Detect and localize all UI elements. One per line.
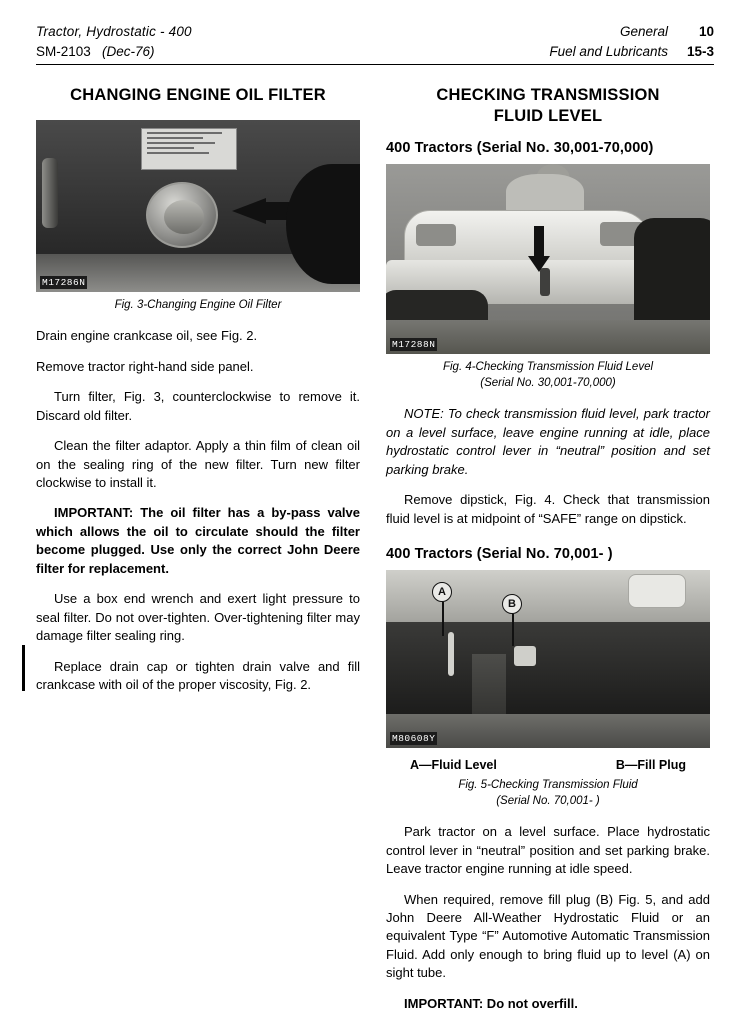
figure-3-caption: Fig. 3-Changing Engine Oil Filter [114,298,282,311]
left-section-title: CHANGING ENGINE OIL FILTER [70,86,326,105]
header-model-line: Tractor, Hydrostatic - 400 [36,24,192,39]
right-para-2: When required, remove fill plug (B) Fig. 5, and add John Deere All-Weather Hydrostatic Fluid or an equivalent Type “F” Automotive Automatic Transmission Fluid. Add only enough to bring fluid up to level (A) on sight tube. [386,891,710,981]
header-subsection-row [549,42,714,62]
figure-5-caption [386,778,710,809]
left-para-6: Replace drain cap or tighten drain valve and fill crankcase with oil of the proper viscosity, Fig. 2. [36,658,360,693]
figure-5-caption-line2: (Serial No. 70,001- ) [496,794,600,807]
figure-5-legend-a: A—Fluid Level [410,758,497,773]
right-column [386,85,710,1025]
right-section-title [386,85,710,126]
photo5-callout-b: B [502,594,522,614]
left-para-4: Clean the filter adaptor. Apply a thin film of clean oil on the sealing ring of the new filter. Turn new filter clockwise to install it. [36,438,360,490]
figure-5-legend [386,758,710,772]
photo5-fill-plug [514,646,536,666]
right-subhead-1: 400 Tractors (Serial No. 30,001-70,000) [386,140,654,157]
figure-5-caption-line1: Fig. 5-Checking Transmission Fluid [458,779,638,792]
right-para-1: Park tractor on a level surface. Place hydrostatic control lever in “neutral” position and set parking brake. Leave tractor engine running at idle speed. [386,824,710,877]
left-column [36,85,360,1025]
photo3-oil-filter [146,182,218,248]
figure-4-caption [386,360,710,391]
figure-5-stamp: M80608Y [392,733,436,745]
left-para-2: Remove tractor right-hand side panel. [36,358,254,374]
photo5-leader-a [442,602,444,636]
left-para-1: Drain engine crankcase oil, see Fig. 2. [36,328,258,344]
right-important-note: IMPORTANT: Do not overfill. [404,995,578,1011]
figure-4-caption-line1: Fig. 4-Checking Transmission Fluid Level [442,361,654,374]
figure-5-photo [386,570,710,748]
header-section-number: 10 [698,24,714,39]
photo5-lamp [628,574,686,608]
photo5-callout-a: A [432,582,452,602]
figure-3-photo [36,120,360,292]
left-important-note: IMPORTANT: The oil filter has a by-pass valve which allows the oil to circulate should the filter become plugged. Use only the correct John Deere filter for replacement. [36,505,360,576]
figure-4-caption-line2: (Serial No. 30,001-70,000) [480,376,616,389]
right-section-title-line2: FLUID LEVEL [493,106,603,125]
header-section-label: General [619,24,668,39]
photo4-dipstick [540,268,550,296]
left-para-3: Turn filter, Fig. 3, counterclockwise to remove it. Discard old filter. [36,389,360,423]
change-bar [22,645,25,691]
photo5-sight-tube [448,632,454,676]
header-section-row [549,22,714,42]
right-note: NOTE: To check transmission fluid level, park tractor on a level surface, leave engine running at idle, place hydrostatic control lever in “neutral” position and set parking brake. [386,406,710,477]
photo5-frame [386,622,710,718]
header-manual-code: SM-2103 [36,43,91,59]
figure-4-stamp: M17288N [392,339,436,351]
figure-5-legend-b: B—Fill Plug [615,758,686,773]
photo3-hose [42,158,58,228]
header-subsection-number: 15-3 [686,43,714,59]
right-subhead-2: 400 Tractors (Serial No. 70,001- ) [386,546,613,563]
header-subsection-label: Fuel and Lubricants [549,43,668,59]
photo4-pointer-arrow [526,226,552,272]
two-column-body [36,85,714,1025]
photo5-leader-b [512,614,514,646]
figure-3-stamp: M17286N [42,276,86,288]
page-header [36,22,714,65]
photo4-left-light [416,224,456,246]
header-manual-line [36,42,192,62]
photo3-decal [141,128,237,170]
left-para-5: Use a box end wrench and exert light pressure to seal filter. Do not over-tighten. Over-tightening filter may damage filter sealing ring. [36,591,360,644]
header-left [36,22,192,61]
figure-4-photo [386,164,710,354]
header-right [549,22,714,61]
header-manual-date: (Dec-76) [102,43,155,59]
right-para-dipstick: Remove dipstick, Fig. 4. Check that transmission fluid level is at midpoint of “SAFE” range on dipstick. [386,492,710,526]
right-section-title-line1: CHECKING TRANSMISSION [436,86,660,105]
